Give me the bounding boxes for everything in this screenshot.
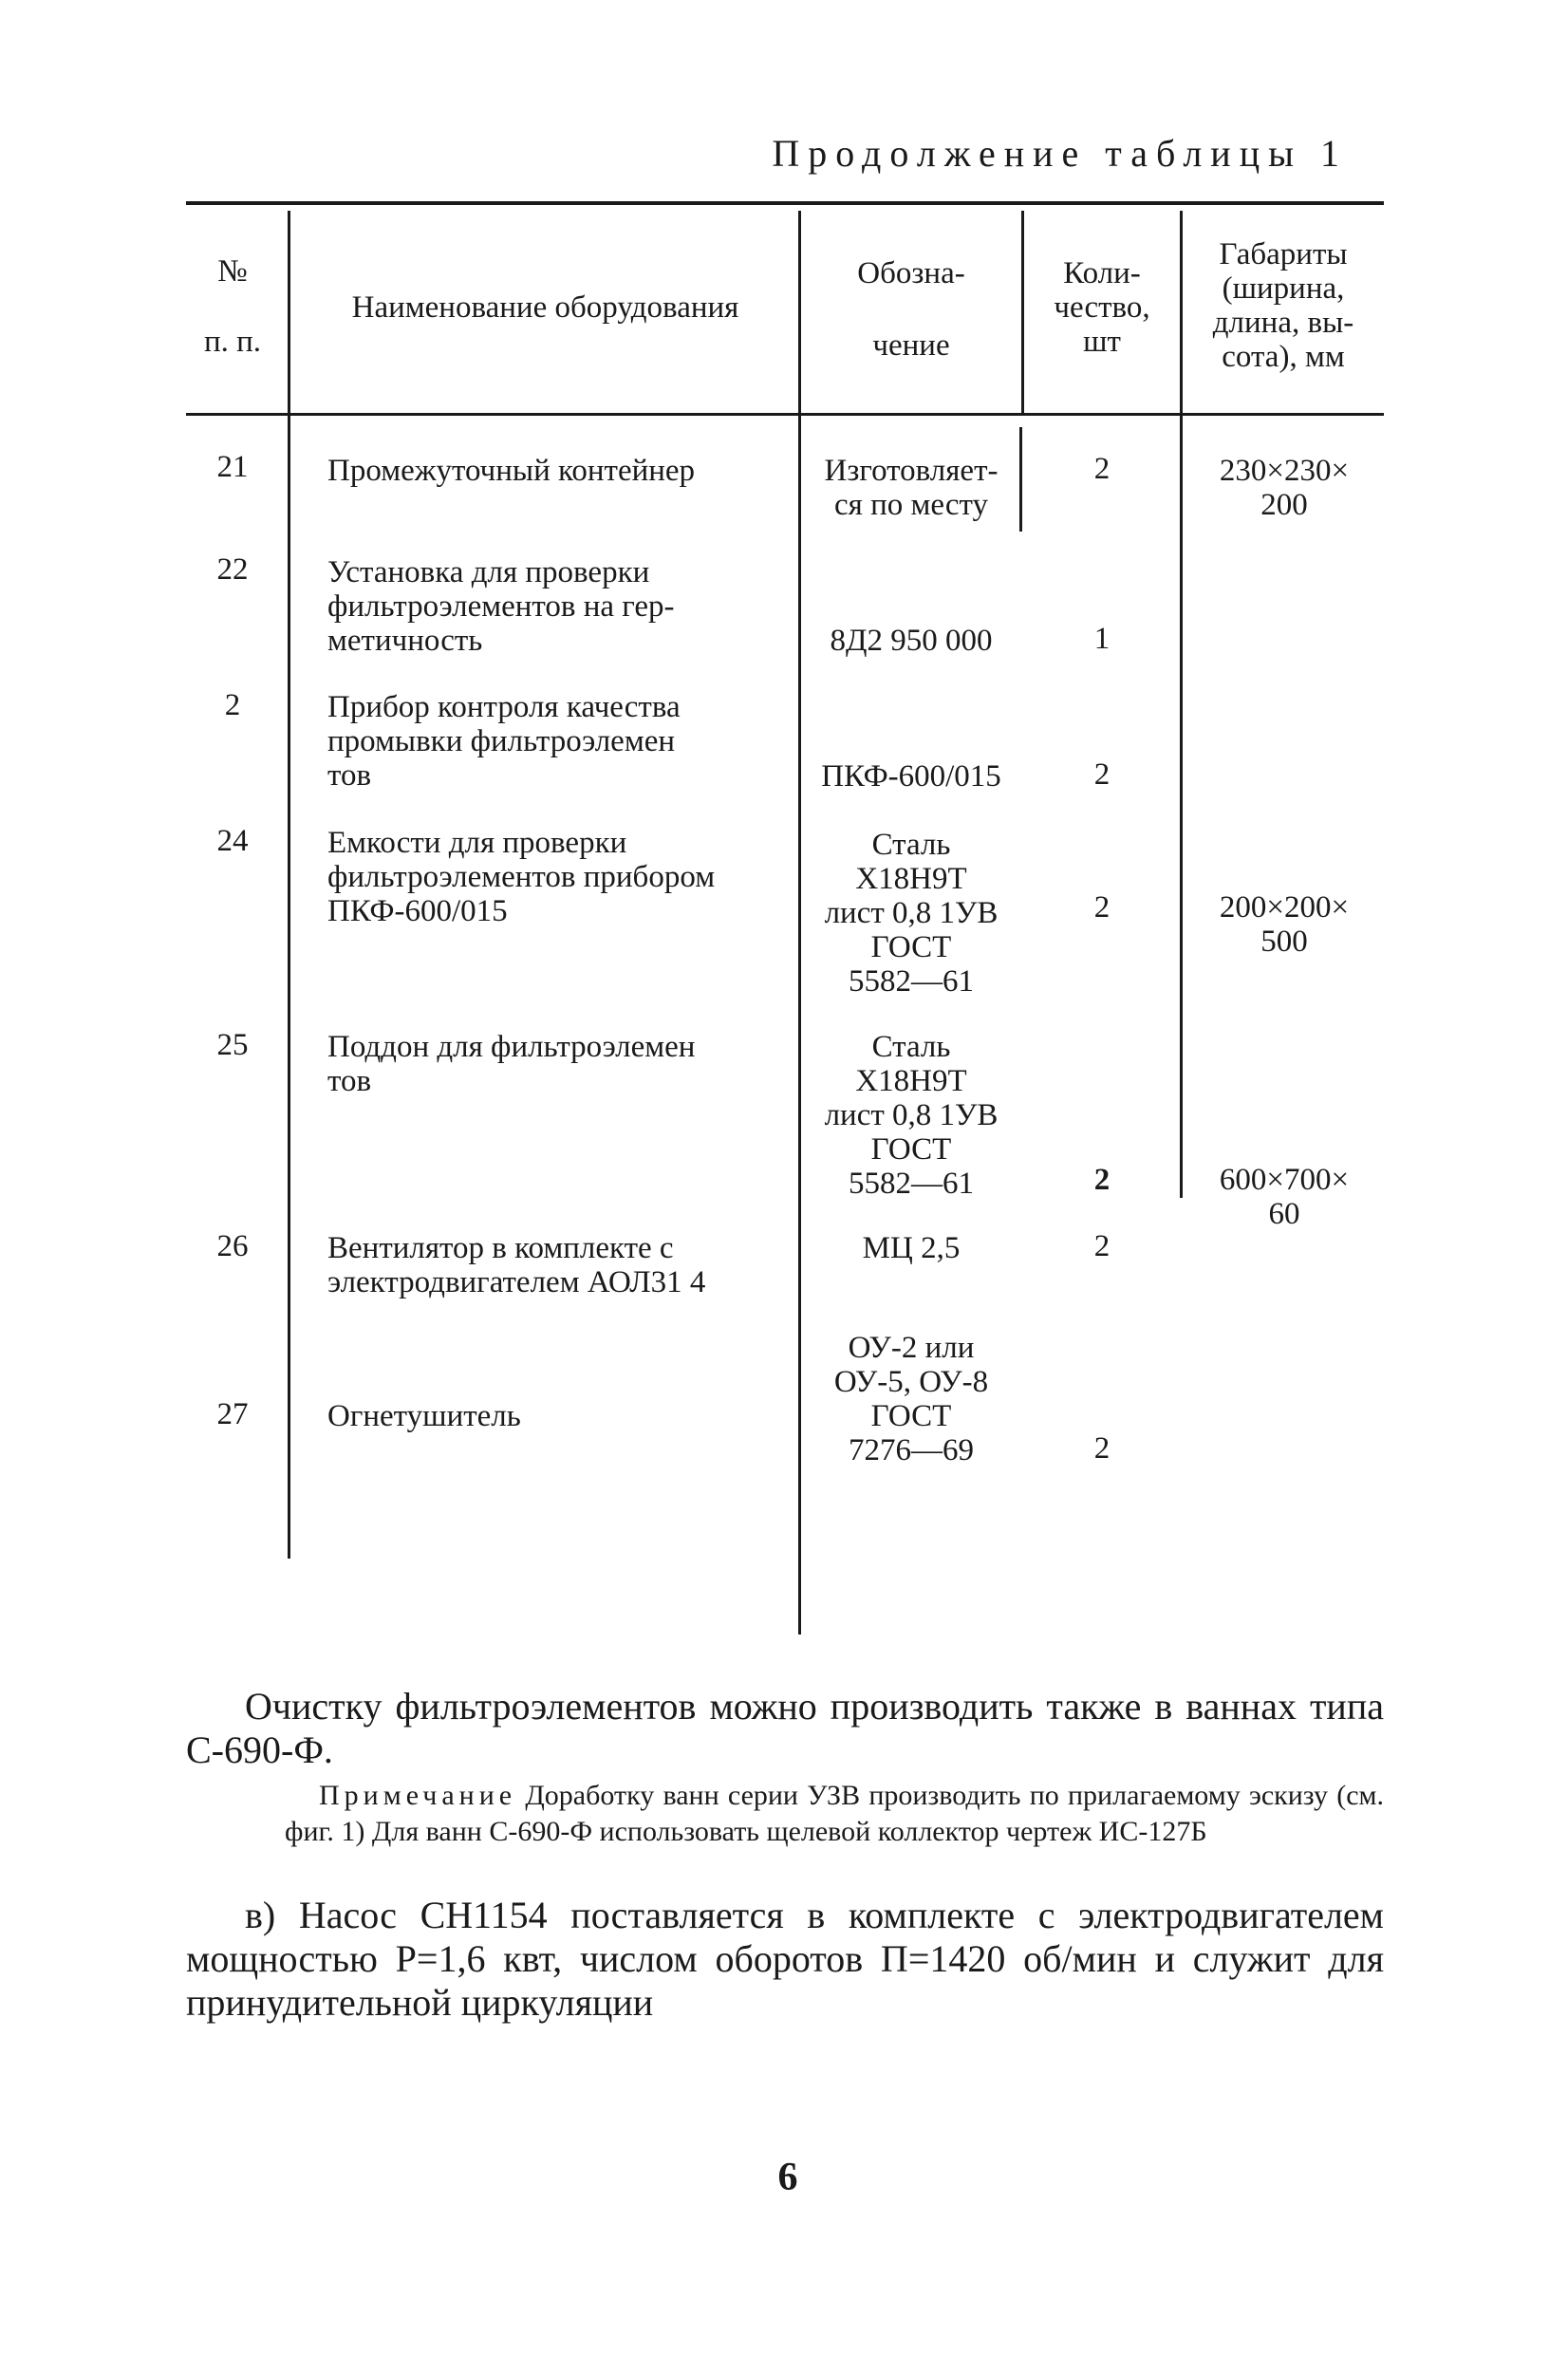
paragraph-cleaning: Очистку фильтроэлементов можно производить также в ваннах типа С-690-Ф. bbox=[186, 1685, 1384, 1771]
header-dimensions-line: сота), мм bbox=[1222, 340, 1345, 374]
row-22-designation bbox=[803, 624, 1019, 658]
row-25-designation-line: Сталь bbox=[871, 1030, 951, 1064]
row-27-designation bbox=[803, 1331, 1019, 1467]
row-21-dimensions-line: 230×230× bbox=[1219, 454, 1350, 488]
row-26-quantity: 2 bbox=[1093, 1229, 1111, 1263]
header-dimensions-line: Габариты bbox=[1219, 237, 1348, 271]
row-25-number: 25 bbox=[216, 1028, 249, 1062]
table-header-rule bbox=[186, 413, 1384, 416]
header-dimensions-line: (ширина, bbox=[1222, 271, 1345, 306]
row-26-designation bbox=[803, 1231, 1019, 1265]
row-24-designation-line: 5582—61 bbox=[849, 964, 974, 999]
header-quantity bbox=[1027, 256, 1177, 359]
page-number: 6 bbox=[777, 2156, 798, 2199]
row-23-designation bbox=[803, 759, 1019, 794]
row-27-quantity: 2 bbox=[1093, 1431, 1111, 1466]
row-26-number: 26 bbox=[216, 1229, 249, 1263]
header-quantity-line: шт bbox=[1083, 325, 1121, 359]
row-25-name-line: тов bbox=[327, 1064, 372, 1098]
row-23-number: 2 bbox=[224, 688, 241, 722]
column-divider-3-body bbox=[1019, 427, 1022, 532]
row-22-name-line: метичность bbox=[327, 624, 483, 658]
row-23-name bbox=[327, 690, 793, 793]
row-24-dimensions-line: 500 bbox=[1260, 925, 1308, 959]
row-27-designation-line: 7276—69 bbox=[849, 1433, 974, 1467]
header-designation-line2: чение bbox=[872, 328, 950, 363]
row-26-designation-line: МЦ 2,5 bbox=[862, 1231, 961, 1265]
row-21-designation-line: Изготовляет- bbox=[824, 454, 999, 488]
row-24-designation-line: ГОСТ bbox=[870, 930, 952, 964]
header-name: Наименование оборудования bbox=[351, 290, 739, 325]
row-26-name bbox=[327, 1231, 793, 1299]
row-24-name-line: фильтроэлементов прибором bbox=[327, 860, 716, 894]
column-divider-2 bbox=[798, 211, 801, 1635]
row-22-name bbox=[327, 555, 793, 658]
row-25-designation-line: Х18Н9Т bbox=[855, 1064, 967, 1098]
column-divider-4 bbox=[1180, 211, 1183, 1198]
column-divider-3 bbox=[1021, 211, 1024, 415]
row-25-designation-line: лист 0,8 1УВ bbox=[824, 1098, 999, 1132]
row-21-name bbox=[327, 454, 793, 488]
row-25-name bbox=[327, 1030, 793, 1098]
row-24-dimensions bbox=[1186, 890, 1382, 959]
header-designation-line1: Обозна- bbox=[857, 256, 965, 290]
note-label: Примечание bbox=[319, 1780, 517, 1811]
row-26-name-line: электродвигателем АОЛ31 4 bbox=[327, 1265, 706, 1299]
row-25-name-line: Поддон для фильтроэлемен bbox=[327, 1030, 696, 1064]
row-21-number: 21 bbox=[216, 450, 249, 484]
header-quantity-line: Коли- bbox=[1063, 256, 1141, 290]
row-24-dimensions-line: 200×200× bbox=[1219, 890, 1350, 925]
row-25-dimensions-line: 60 bbox=[1268, 1197, 1300, 1231]
row-22-number: 22 bbox=[216, 552, 249, 587]
header-designation bbox=[805, 256, 1017, 363]
header-number-line1: № bbox=[217, 254, 248, 289]
row-21-quantity: 2 bbox=[1093, 452, 1111, 486]
row-22-designation-line: 8Д2 950 000 bbox=[830, 624, 993, 658]
note-text: Доработку ванн серии УЗВ производить по прилагаемому эскизу (см. фиг. 1) Для ванн С-690-Ф использовать щелевой коллектор чертеж ИС-127Б bbox=[285, 1780, 1384, 1847]
column-divider-1 bbox=[288, 211, 290, 1559]
row-27-name bbox=[327, 1399, 793, 1433]
row-25-quantity: 2 bbox=[1093, 1163, 1111, 1197]
row-21-name-line: Промежуточный контейнер bbox=[327, 454, 696, 488]
header-number-line2: п. п. bbox=[203, 325, 262, 359]
row-25-dimensions bbox=[1186, 1163, 1382, 1231]
row-23-name-line: Прибор контроля качества bbox=[327, 690, 681, 724]
row-22-name-line: фильтроэлементов на гер- bbox=[327, 589, 675, 624]
header-dimensions bbox=[1185, 237, 1382, 374]
row-24-designation-line: Сталь bbox=[871, 828, 951, 862]
row-27-designation-line: ГОСТ bbox=[870, 1399, 952, 1433]
note bbox=[285, 1778, 1384, 1850]
row-24-number: 24 bbox=[216, 824, 249, 858]
row-24-designation bbox=[803, 828, 1019, 999]
row-23-designation-line: ПКФ-600/015 bbox=[821, 759, 1001, 794]
row-23-name-line: промывки фильтроэлемен bbox=[327, 724, 676, 758]
row-21-designation bbox=[803, 454, 1019, 522]
row-25-designation-line: ГОСТ bbox=[870, 1132, 952, 1167]
header-number bbox=[180, 254, 285, 359]
row-21-dimensions bbox=[1186, 454, 1382, 522]
header-dimensions-line: длина, вы- bbox=[1212, 306, 1354, 340]
paragraph-pump: в) Насос СН1154 поставляется в комплекте с электродвигателем мощностью Р=1,6 квт, числом оборотов П=1420 об/мин и служит для принудительной циркуляции bbox=[186, 1894, 1384, 2024]
row-24-name bbox=[327, 826, 793, 928]
header-quantity-line: чество, bbox=[1054, 290, 1150, 325]
row-24-quantity: 2 bbox=[1093, 890, 1111, 925]
row-21-designation-line: ся по месту bbox=[834, 488, 988, 522]
row-25-designation bbox=[803, 1030, 1019, 1201]
row-24-name-line: ПКФ-600/015 bbox=[327, 894, 508, 928]
row-23-name-line: тов bbox=[327, 758, 372, 793]
row-22-quantity: 1 bbox=[1093, 622, 1111, 656]
row-22-name-line: Установка для проверки bbox=[327, 555, 650, 589]
row-26-name-line: Вентилятор в комплекте с bbox=[327, 1231, 674, 1265]
row-24-name-line: Емкости для проверки bbox=[327, 826, 627, 860]
row-24-designation-line: Х18Н9Т bbox=[855, 862, 967, 896]
row-27-number: 27 bbox=[216, 1397, 249, 1431]
row-25-designation-line: 5582—61 bbox=[849, 1167, 974, 1201]
table-top-rule bbox=[186, 201, 1384, 205]
row-27-designation-line: ОУ-5, ОУ-8 bbox=[833, 1365, 989, 1399]
row-24-designation-line: лист 0,8 1УВ bbox=[824, 896, 999, 930]
row-21-dimensions-line: 200 bbox=[1260, 488, 1308, 522]
row-27-name-line: Огнетушитель bbox=[327, 1399, 521, 1433]
table-caption: Продолжение таблицы 1 bbox=[772, 132, 1348, 175]
row-25-dimensions-line: 600×700× bbox=[1219, 1163, 1350, 1197]
row-23-quantity: 2 bbox=[1093, 757, 1111, 792]
row-27-designation-line: ОУ-2 или bbox=[848, 1331, 975, 1365]
